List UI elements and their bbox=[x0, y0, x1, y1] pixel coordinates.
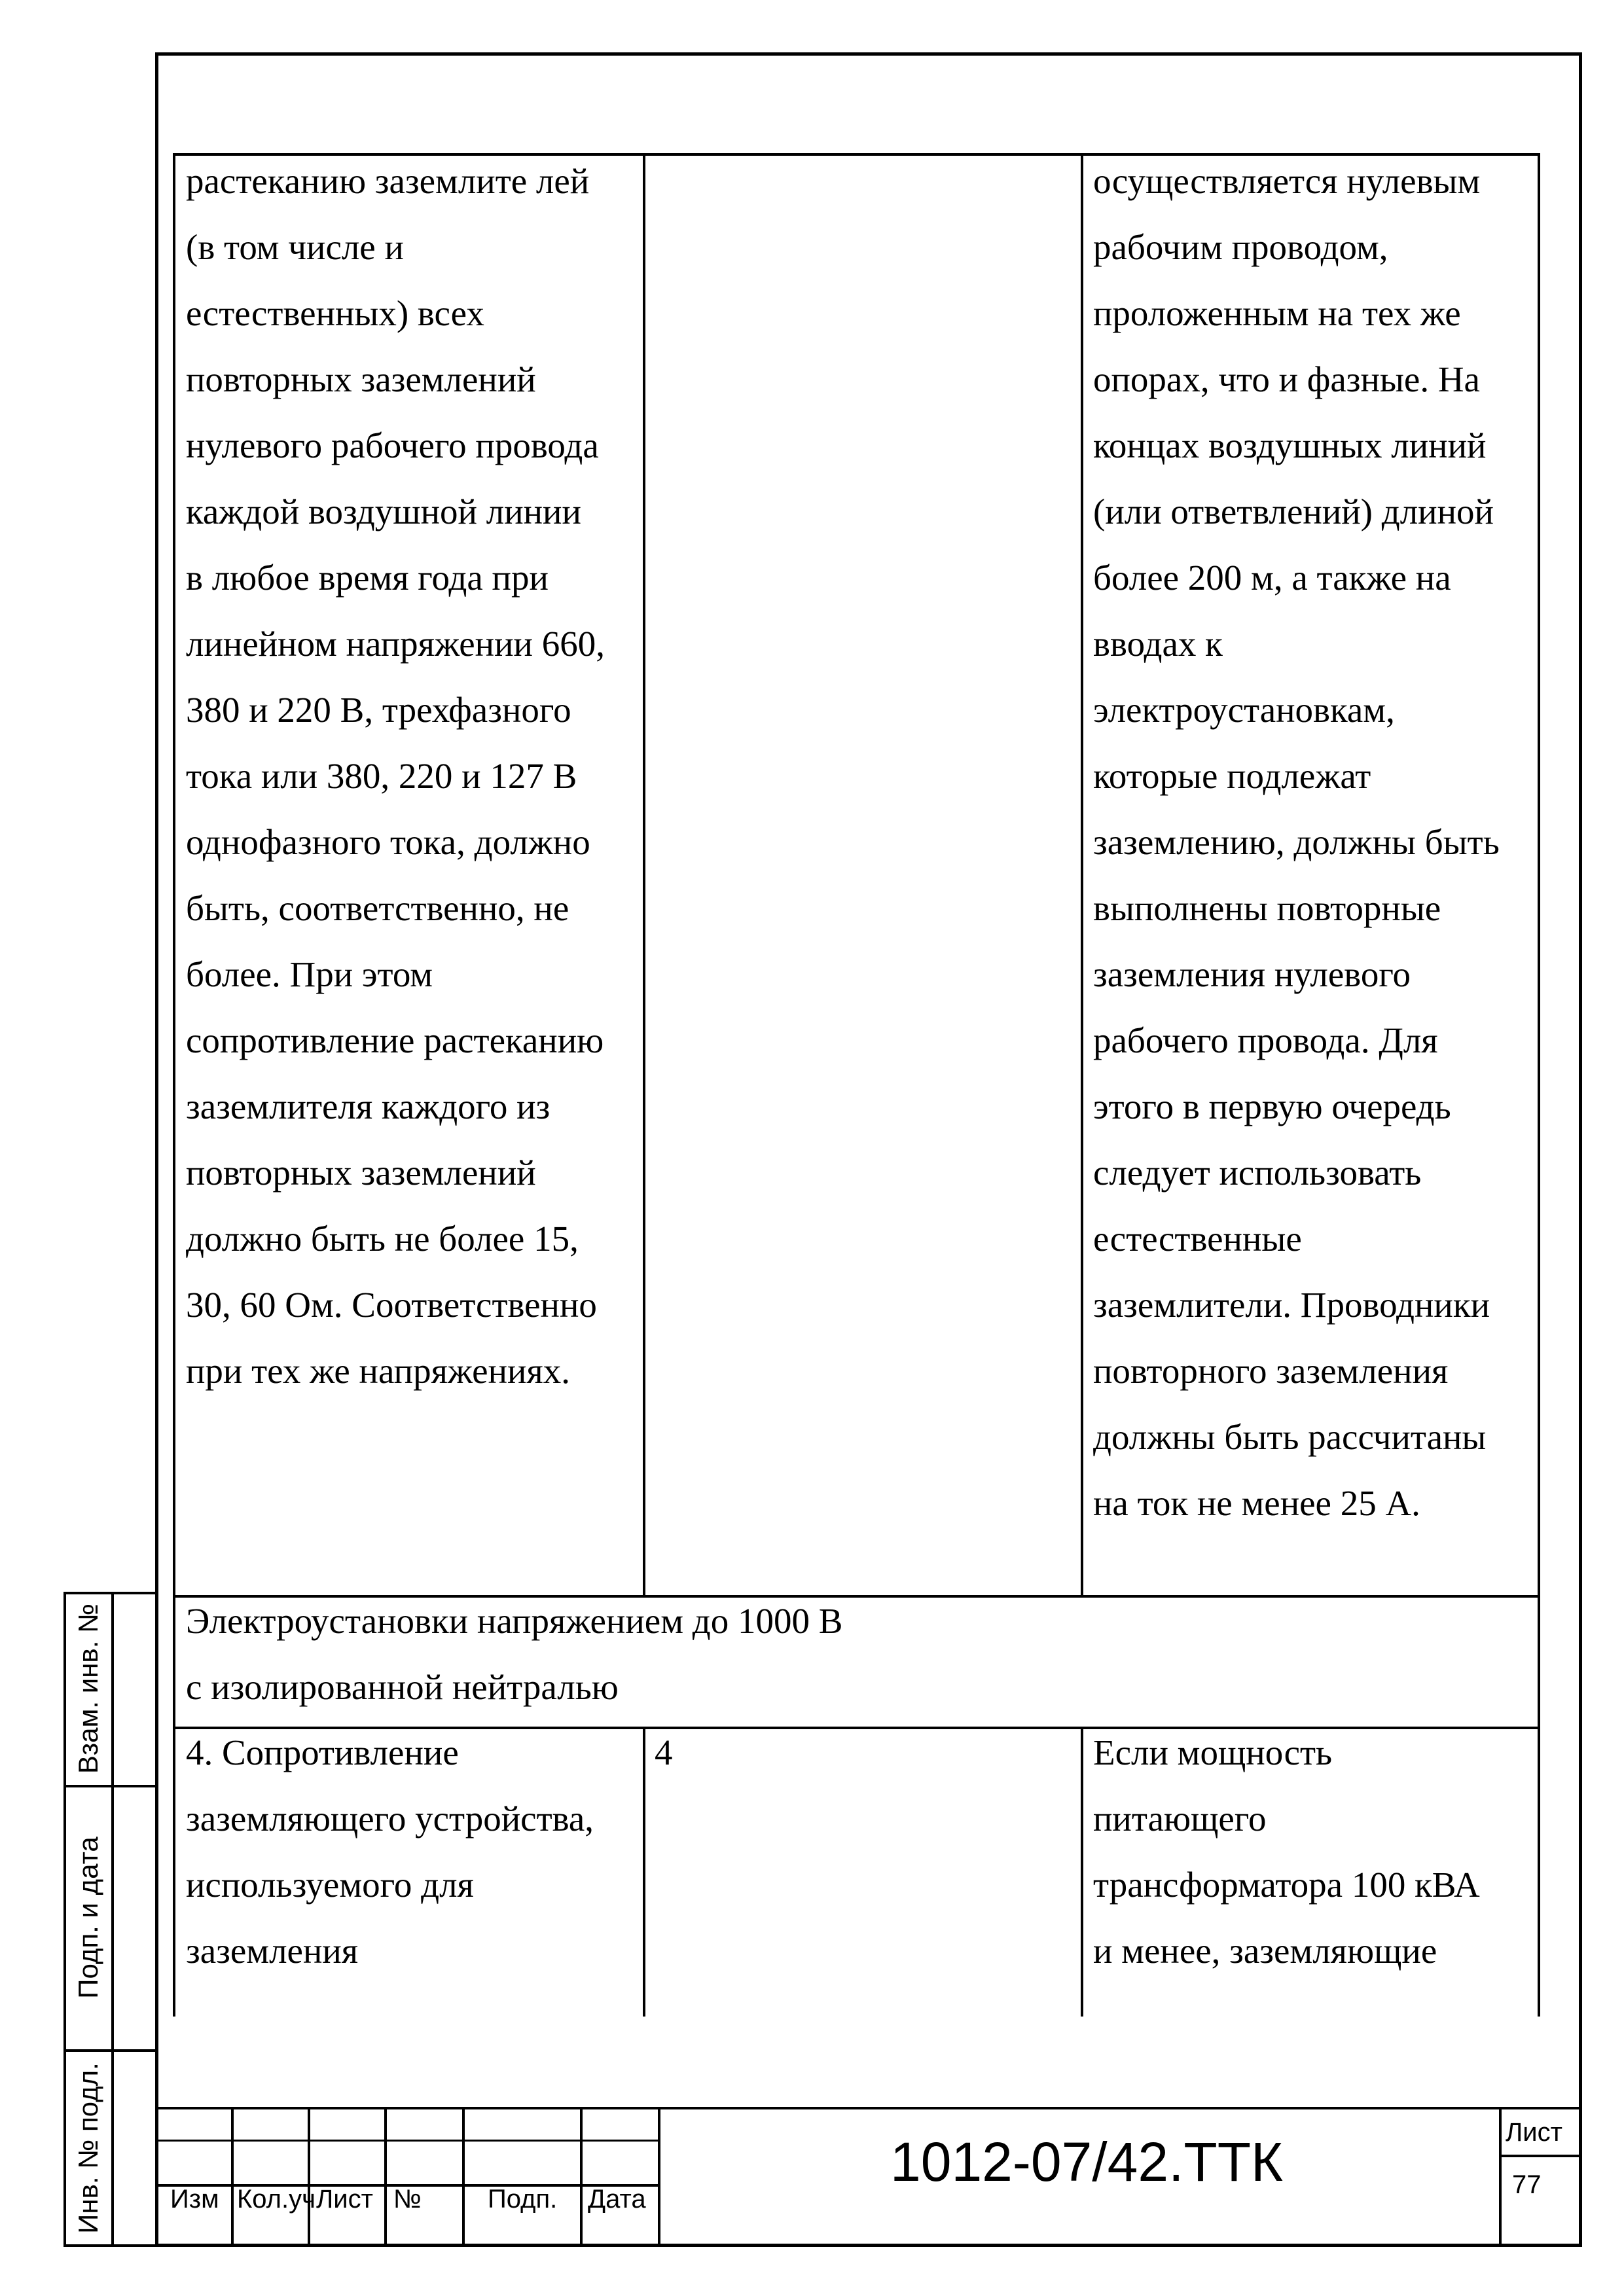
text-line: проложенным на тех же bbox=[1093, 293, 1461, 333]
stamp-podp-label: Подп. bbox=[488, 2185, 558, 2214]
table-col-divider-2b bbox=[1081, 1727, 1083, 2017]
row1-col3-text bbox=[1093, 148, 1500, 1536]
text-line: на ток не менее 25 А. bbox=[1093, 1483, 1420, 1523]
section-header-text bbox=[186, 1588, 842, 1720]
title-block-col-1 bbox=[231, 2107, 234, 2247]
text-line: Электроустановки напряжением до 1000 В bbox=[186, 1601, 843, 1641]
text-line: заземления bbox=[186, 1931, 359, 1971]
text-line: заземляющего устройства, bbox=[186, 1799, 594, 1839]
text-line: сопротивление растеканию bbox=[186, 1020, 604, 1060]
side-strip-inner-line bbox=[111, 1592, 114, 2247]
table-col-divider-1a bbox=[643, 153, 645, 1596]
text-line: быть, соответственно, не bbox=[186, 888, 569, 928]
stamp-vzam-inv: Взам. инв. № bbox=[73, 1603, 103, 1774]
table-col-divider-2a bbox=[1081, 153, 1083, 1596]
stamp-izm-label: Изм bbox=[170, 2185, 219, 2214]
text-line: этого в первую очередь bbox=[1093, 1086, 1451, 1126]
text-line: повторных заземлений bbox=[186, 1153, 536, 1193]
table-right-border bbox=[1538, 153, 1540, 2017]
text-line: должно быть не более 15, bbox=[186, 1219, 579, 1259]
text-line: заземлители. Проводники bbox=[1093, 1285, 1490, 1325]
text-line: и менее, заземляющие bbox=[1093, 1931, 1437, 1971]
text-line: каждой воздушной линии bbox=[186, 492, 581, 531]
text-line: растеканию заземлите лей bbox=[186, 161, 590, 201]
text-line: которые подлежат bbox=[1093, 756, 1371, 796]
text-line: заземлителя каждого из bbox=[186, 1086, 550, 1126]
text-line: Если мощность bbox=[1093, 1732, 1333, 1772]
sheet-number: 77 bbox=[1512, 2170, 1542, 2199]
text-line: с изолированной нейтралью bbox=[186, 1667, 619, 1707]
document-code: 1012-07/42.ТТК bbox=[890, 2131, 1283, 2193]
text-line: тока или 380, 220 и 127 В bbox=[186, 756, 577, 796]
text-line: осуществляется нулевым bbox=[1093, 161, 1481, 201]
title-block-col-6 bbox=[658, 2107, 660, 2247]
title-block-col-5 bbox=[580, 2107, 583, 2247]
table-col-divider-1b bbox=[643, 1727, 645, 2017]
text-line: (в том числе и bbox=[186, 227, 404, 267]
text-line: нулевого рабочего провода bbox=[186, 425, 599, 465]
text-line: 30, 60 Ом. Соответственно bbox=[186, 1285, 597, 1325]
text-line: линейном напряжении 660, bbox=[186, 624, 605, 664]
row2-col1-text bbox=[186, 1719, 594, 1984]
text-line: повторных заземлений bbox=[186, 359, 536, 399]
title-block-col-3 bbox=[384, 2107, 387, 2247]
text-line: заземлению, должны быть bbox=[1093, 822, 1500, 862]
text-line: следует использовать bbox=[1093, 1153, 1422, 1193]
stamp-podp-data: Подп. и дата bbox=[73, 1837, 103, 1999]
text-line: рабочим проводом, bbox=[1093, 227, 1388, 267]
title-block-col-4 bbox=[462, 2107, 465, 2247]
text-line: в любое время года при bbox=[186, 558, 549, 598]
text-line: используемого для bbox=[186, 1865, 474, 1905]
stamp-number-label: № bbox=[393, 2185, 422, 2214]
text-line: 4. Сопротивление bbox=[186, 1732, 459, 1772]
row2-col2-text bbox=[655, 1719, 673, 1785]
text-line: более. При этом bbox=[186, 954, 433, 994]
text-line: рабочего провода. Для bbox=[1093, 1020, 1438, 1060]
text-line: заземления нулевого bbox=[1093, 954, 1411, 994]
text-line: выполнены повторные bbox=[1093, 888, 1441, 928]
row2-col3-text bbox=[1093, 1719, 1480, 1984]
text-line: однофазного тока, должно bbox=[186, 822, 590, 862]
text-line: естественных) всех bbox=[186, 293, 484, 333]
side-strip-divider-2 bbox=[63, 2049, 155, 2052]
text-line: 380 и 220 В, трехфазного bbox=[186, 690, 571, 730]
side-strip-outer-line bbox=[63, 1592, 66, 2247]
side-strip-divider-1 bbox=[63, 1785, 155, 1787]
text-line: естественные bbox=[1093, 1219, 1302, 1259]
stamp-list-label: Лист bbox=[316, 2185, 373, 2214]
text-line: трансформатора 100 кВА bbox=[1093, 1865, 1480, 1905]
text-line: электроустановкам, bbox=[1093, 690, 1395, 730]
sheet-label: Лист bbox=[1506, 2118, 1562, 2147]
row1-col1-text bbox=[186, 148, 605, 1404]
side-strip-bottom-line bbox=[63, 2244, 155, 2247]
text-line: питающего bbox=[1093, 1799, 1267, 1839]
text-line: должны быть рассчитаны bbox=[1093, 1417, 1487, 1457]
title-block-col-2 bbox=[308, 2107, 310, 2247]
table-left-border bbox=[173, 153, 175, 2017]
stamp-kol-uch-label: Кол.уч bbox=[237, 2185, 316, 2214]
title-block-top-line bbox=[155, 2107, 1582, 2109]
text-line: вводах к bbox=[1093, 624, 1223, 664]
side-strip-top-line bbox=[63, 1592, 155, 1594]
stamp-data-label: Дата bbox=[588, 2185, 646, 2214]
text-line: концах воздушных линий bbox=[1093, 425, 1487, 465]
text-line: (или ответвлений) длиной bbox=[1093, 492, 1494, 531]
text-line: повторного заземления bbox=[1093, 1351, 1449, 1391]
stamp-inv-podl: Инв. № подл. bbox=[73, 2062, 103, 2234]
text-line: более 200 м, а также на bbox=[1093, 558, 1451, 598]
text-line: опорах, что и фазные. На bbox=[1093, 359, 1480, 399]
text-line: при тех же напряжениях. bbox=[186, 1351, 570, 1391]
text-line: 4 bbox=[655, 1732, 673, 1772]
